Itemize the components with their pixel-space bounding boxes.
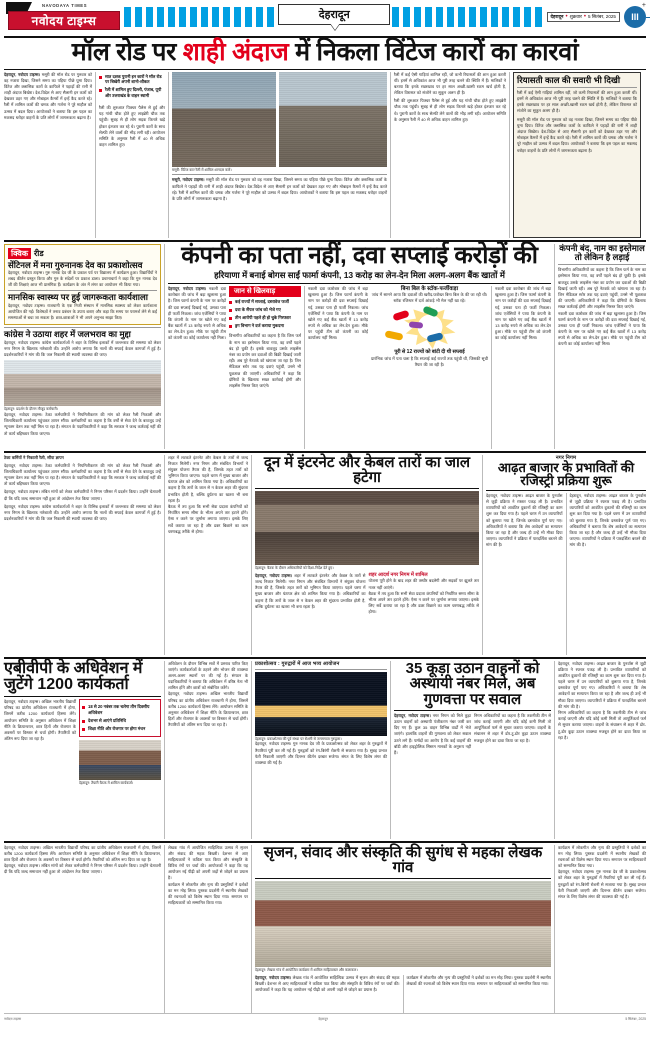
pharma-illustration-caption-1: जांच में सामने आया कि दवाओं की खरीद-फरोख्त बिना बिल के की जा रही थी। स्टॉक रजिस्टर में दर्ज आंकड़े भी मेल नहीं खा रहे। (371, 292, 488, 304)
lead-fourth-body: रैली में कई ऐसी गाड़ियां शामिल रहीं, जो कभी रियासतों की शान हुआ करती थीं। इनमें से अधिकांश आज भी पूरी तरह चलने की स्थिति में हैं। मालिकों ने बताया कि इनके रखरखाव पर हर साल अच्छी-खासी रकम खर्च होती है, लेकिन विरासत को संजोने का सुकून अलग ही है। (394, 71, 506, 96)
column-divider-16 (554, 661, 555, 839)
garbage-body-1 (394, 713, 471, 758)
lead-headline-post: में निकला विंटेज कारों का कारवां (288, 38, 579, 66)
edition-pointer-icon (330, 23, 340, 30)
abvp-bullet-item: देशभर से आएंगे प्रतिनिधि (82, 718, 158, 724)
lead-story-body (4, 72, 646, 238)
abvp-story (4, 661, 161, 839)
pharma-mid-column (308, 286, 368, 449)
column-divider-15 (390, 661, 391, 839)
lead-side-box-column (513, 72, 641, 238)
culture-column-a (168, 845, 248, 1013)
abvp-right-body: अधिवेशन के दौरान विभिन्न सत्रों में प्रस्ताव पारित किए जाएंगे। कार्यकर्ताओं के ठहरने और भोजन की व्यवस्था अलग-अलग स्थानों पर की गई है। संगठन के पदाधिकारियों ने बताया कि अधिवेशन में वरिष्ठ नेता भी शामिल होंगे और छात्रों को संबोधित करेंगे। (168, 660, 248, 691)
garbage-col-1 (394, 713, 471, 839)
garbage-right-rail (558, 661, 646, 839)
internet-story (255, 455, 479, 655)
gurudwara-kicker: प्रकाशोत्सव : गुरुद्वारों में आज भव्य आयोजन (255, 660, 340, 667)
abvp-bullets-col (79, 699, 161, 838)
middle-band-rule (4, 451, 646, 453)
lead-bullet-extra (99, 105, 165, 150)
masthead-bars-right (392, 7, 544, 27)
lead-side-box-rule (517, 87, 637, 88)
column-divider-2 (168, 72, 169, 238)
abvp-rule (4, 696, 161, 697)
culture-photo (255, 881, 551, 967)
column-divider-20 (554, 845, 555, 1013)
column-divider-8 (554, 244, 555, 449)
edition-label: देहरादून (318, 9, 350, 21)
lead-bullet-list (99, 74, 165, 102)
pharma-rail-title: कंपनी बंद, नाम का इस्तेमाल (559, 242, 645, 253)
aadat-body-1: देहरादून, नवोदय टाइम्स। आढ़त बाजार के पुनर्वास से जुड़ी प्रक्रिया ने रफ्तार पकड़ ली है। प्रभावित व्यापारियों को आवंटित दुकानों की रजिस्ट्री का काम शुरू कर दिया गया है। पहले चरण में उन व्यापारियों को बुलाया गया है, जिनके दस्तावेज पूर्ण पाए गए। अधिकारियों ने बताया कि शेष आवेदनों का सत्यापन किया जा रहा है और जल्द ही उन्हें भी मौका दिया जाएगा। व्यापारियों ने प्रक्रिया में पारदर्शिता बरतने की मांग की है। (486, 492, 563, 548)
quick-read-item-body: देहरादून, नवोदय टाइम्स। गुरु नानक देव जी के प्रकाश पर्व पर विद्यालय में कार्यक्रम हुआ। विद्यार्थियों ने शबद कीर्तन प्रस्तुत किया और गुरु के संदेशों पर प्रकाश डाला। प्रधानाचार्य ने कहा कि गुरु नानक देव जी की शिक्षाएं आज भी प्रासंगिक हैं। कार्यक्रम के अंत में लंगर का आयोजन भी किया गया। (8, 269, 157, 288)
internet-column-a-text: शहर में लटकते इंटरनेट और केबल के तारों से जल्द निजात मिलेगी। नगर निगम और संबंधित विभागों ने संयुक्त योजना तैयार की है, जिसके तहत तारों को भूमिगत किया जाएगा। पहले चरण में मुख्य बाजार और घंटाघर क्षेत्र को शामिल किया गया है। अधिकारियों का कहना है कि तारों के जाल से न केवल शहर की सुंदरता प्रभावित होती है, बल्कि दुर्घटना का खतरा भी बना रहता है। (168, 454, 248, 503)
aadat-story (486, 455, 646, 655)
pharma-illustration-column (371, 286, 488, 449)
culture-dateline: देहरादून, नवोदय टाइम्स। (255, 974, 292, 980)
lead-left-dateline: देहरादून, नवोदय टाइम्स। (4, 71, 41, 77)
abvp-body (4, 699, 76, 744)
pharma-rail-rule (558, 264, 646, 265)
column-divider-12 (566, 493, 567, 655)
internet-band (4, 455, 646, 655)
edition-flag (278, 4, 390, 30)
pharma-left-column (168, 286, 226, 449)
abvp-bullet-list (82, 704, 158, 732)
internet-left-rail-body-3: देहरादून, नवोदय टाइम्स। कांग्रेस कार्यकर्ताओं ने शहर के विभिन्न इलाकों में जलभराव की समस्या को लेकर नगर निगम के खिलाफ नारेबाजी की। उन्होंने आरोप लगाया कि नालों की सफाई केवल कागजों में हुई है। प्रदर्शनकारियों ने मांग की कि जल निकासी की स्थायी व्यवस्था की जाए। (4, 503, 161, 522)
gurudwara-photo-caption: देहरादून: प्रकाशोत्सव की पूर्व संध्या पर रोशनी से जगमगाता गुरुद्वारा। (255, 736, 342, 741)
pharma-left-body: नकली दवा कारोबार की जांच में बड़ा खुलासा हुआ है। जिस फार्मा कंपनी के नाम पर करोड़ों की दवा सप्लाई दिखाई गई, उसका पता ही फर्जी निकला। जांच एजेंसियों ने पाया कि कंपनी के नाम पर खोले गए कई बैंक खातों में 13 करोड़ रुपये से अधिक का लेन-देन हुआ। मौके पर पहुंची टीम को कंपनी का कोई कार्यालय नहीं मिला। (168, 285, 227, 341)
quick-read-sub-body: देहरादून, नवोदय टाइम्स। कांग्रेस कार्यकर्ताओं ने शहर के विभिन्न इलाकों में जलभराव की समस्या को लेकर नगर निगम के खिलाफ नारेबाजी की। उन्होंने आरोप लगाया कि नालों की सफाई केवल कागजों में हुई है। प्रदर्शनकारियों ने मांग की कि जल निकासी की स्थायी व्यवस्था की जाए। (4, 339, 161, 358)
lead-side-box-body-2: मसूरी की मॉल रोड पर गुरुवार को वह नजारा दिखा, जिसने समय का पहिया पीछे घुमा दिया। विंटेज और क्लासिक कारों के काफिले ने पहाड़ों की रानी में शाही अंदाज बिखेरा। देश-विदेश से आए सैलानी इन कारों को देखकर ठहर गए और मोबाइल कैमरों में इन्हें कैद करते रहे। रैली में शामिल कारों की चमक और गर्जना ने पूरे माहौल को उत्सव में बदल दिया। आयोजकों ने बताया कि इस पहल का मकसद धरोहर वाहनों के प्रति लोगों में जागरूकता बढ़ाना है। (517, 116, 637, 153)
aadat-rule (486, 490, 646, 491)
pharma-left-text (168, 286, 226, 344)
culture-left-rail-body-2: देहरादून, नवोदय टाइम्स। लंबित मांगों को लेकर कर्मचारियों ने निगम परिसर में प्रदर्शन किया। उन्होंने चेतावनी दी कि यदि जल्द समाधान नहीं हुआ तो आंदोलन तेज किया जाएगा। (4, 863, 161, 875)
culture-body-text: लेखक गांव में आयोजित साहित्यिक उत्सव में सृजन और संवाद की महक बिखरी। देशभर से आए साहित्यकारों ने कविता पाठ किया और संस्कृति के विविध रंगों पर चर्चा की। आयोजकों ने कहा कि यह आयोजन नई पीढ़ी को अपनी जड़ों से जोड़ने का प्रयास है। (255, 974, 400, 993)
column-divider-14 (251, 661, 252, 839)
lead-fourth-text (394, 72, 506, 126)
quick-read-sub-heading[interactable]: कांग्रेस ने उठाया शहर में जलभराव का मुद्दा (4, 329, 131, 340)
quick-read-item-body: देहरादून, नवोदय टाइम्स। राजधानी के एक निजी संस्थान में मानसिक स्वास्थ्य को लेकर कार्यशाला आयोजित की गई। विशेषज्ञों ने तनाव प्रबंधन के उपाय बताए और कहा कि समय पर परामर्श लेने से कई समस्याओं से बचा जा सकता है। छात्र-छात्राओं ने भी अपने अनुभव साझा किए। (8, 302, 157, 321)
culture-left-rail (4, 845, 161, 1013)
lead-left-text (4, 72, 92, 124)
internet-body-col-1 (255, 573, 366, 655)
internet-body-text: शहर में लटकते इंटरनेट और केबल के तारों से जल्द निजात मिलेगी। नगर निगम और संबंधित विभागों ने संयुक्त योजना तैयार की है, जिसके तहत तारों को भूमिगत किया जाएगा। पहले चरण में मुख्य बाजार और घंटाघर क्षेत्र को शामिल किया गया है। अधिकारियों का कहना है कि तारों के जाल से न केवल शहर की सुंदरता प्रभावित होती है, बल्कि दुर्घटना का खतरा भी बना रहता है। (255, 572, 366, 609)
column-divider-10 (251, 455, 252, 655)
garbage-rule (394, 710, 551, 711)
lead-fourth-column (394, 72, 506, 238)
culture-column-a-body-2: कार्यक्रम में लोकगीत और नृत्य की प्रस्तुतियों ने दर्शकों का मन मोह लिया। पुस्तक प्रदर्शनी में स्थानीय लेखकों की रचनाओं को विशेष स्थान दिया गया। समापन पर साहित्यकारों को सम्मानित किया गया। (168, 881, 248, 906)
internet-body-col-2 (369, 573, 480, 655)
quick-read-photo (4, 360, 161, 406)
pharma-rule (168, 283, 551, 284)
internet-body-1 (255, 573, 366, 612)
lead-side-box-text (517, 90, 637, 154)
logo-box (8, 11, 120, 30)
internet-left-rail-body-2: देहरादून, नवोदय टाइम्स। लंबित मांगों को लेकर कर्मचारियों ने निगम परिसर में प्रदर्शन किया। उन्होंने चेतावनी दी कि यदि जल्द समाधान नहीं हुआ तो आंदोलन तेज किया जाएगा। (4, 489, 161, 501)
pharma-right-rail (558, 244, 646, 449)
abvp-headline[interactable]: एबीवीपी के अधिवेशन में जुटेंगे 1200 कार्यकर्ता (4, 659, 143, 694)
gurudwara-story (255, 661, 387, 839)
masthead (4, 0, 646, 34)
column-divider-18 (251, 845, 252, 1013)
quick-read-outer-divider (4, 327, 161, 328)
abvp-bullet-item: शिक्षा नीति और रोजगार पर होगा मंथन (82, 726, 158, 732)
abvp-photo (79, 740, 161, 780)
pharma-rail-body-2: नकली दवा कारोबार की जांच में बड़ा खुलासा हुआ है। जिस फार्मा कंपनी के नाम पर करोड़ों की दवा सप्लाई दिखाई गई, उसका पता ही फर्जी निकला। जांच एजेंसियों ने पाया कि कंपनी के नाम पर खोले गए कई बैंक खातों में 13 करोड़ रुपये से अधिक का लेन-देन हुआ। मौके पर पहुंची टीम को कंपनी का कोई कार्यालय नहीं मिला। (558, 310, 646, 347)
pill-icon (384, 331, 403, 342)
footer-center: देहरादून (318, 1016, 328, 1021)
pharma-illustration-caption-2: प्रारंभिक जांच में पता चला है कि सप्लाई कई राज्यों तक पहुंची थी, जिसकी सूची तैयार की जा रही है। (371, 355, 488, 368)
lead-bullet-extra-text: रैली की शुरुआत पिक्चर पैलेस से हुई और यह गांधी चौक होते हुए लाइब्रेरी चौक तक पहुंची। सुबह से ही लोग सड़क किनारे खड़े होकर इंतजार कर रहे थे। पुरानी कारों के साथ सेल्फी लेने वालों की भीड़ लगी रही। आयोजन समिति के अनुसार रैली में 40 से अधिक वाहन शामिल हुए। (99, 105, 165, 148)
garbage-headline[interactable]: 35 कूड़ा उठान वाहनों को अस्थायी नंबर मिले, अब गुणवत्ता पर सवाल (405, 659, 540, 708)
dateline-separator-1: • (565, 14, 568, 20)
internet-left-rail-text (4, 455, 161, 525)
pharma-subhead: हरियाणा में बनाई बोगस साईं फार्मा कंपनी, 13 करोड़ का लेन-देन मिला अलग-अलग बैंक खातों में (214, 269, 505, 280)
culture-headline[interactable]: सृजन, संवाद और संस्कृति की सुगंध से महका लेखक गांव (263, 843, 543, 877)
culture-column-a-body: लेखक गांव में आयोजित साहित्यिक उत्सव में सृजन और संवाद की महक बिखरी। देशभर से आए साहित्यकारों ने कविता पाठ किया और संस्कृति के विविध रंगों पर चर्चा की। आयोजकों ने कहा कि यह आयोजन नई पीढ़ी को अपनी जड़ों से जोड़ने का प्रयास है। (168, 844, 248, 881)
lead-photo-text (172, 177, 387, 204)
internet-headline[interactable]: दून में इंटरनेट और केबल तारों का जाल हटेगा (263, 453, 471, 487)
internet-band-rule (4, 657, 646, 659)
culture-right-rail (558, 845, 646, 1013)
dateline-city: देहरादून (550, 14, 564, 19)
pharma-left-dateline: देहरादून, नवोदय टाइम्स। (168, 285, 207, 291)
dateline-date: 5 सितंबर, 2025 (587, 14, 616, 19)
abvp-photo-caption: देहरादून: तैयारी बैठक में शामिल कार्यकर्ता। (79, 780, 134, 785)
lead-side-box (513, 72, 641, 238)
culture-rule (255, 878, 551, 879)
lead-rule (4, 69, 646, 70)
column-divider-5 (164, 244, 165, 449)
pharma-story (168, 241, 551, 449)
column-divider-3 (390, 72, 391, 238)
abvp-body-col (4, 699, 76, 838)
masthead-bars-left (124, 7, 276, 27)
pharma-bullet-item: दवा के सैंपल जांच को भेजे गए (229, 307, 301, 313)
lead-fourth-body-2: रैली की शुरुआत पिक्चर पैलेस से हुई और यह गांधी चौक होते हुए लाइब्रेरी चौक तक पहुंची। सुबह से ही लोग सड़क किनारे खड़े होकर इंतजार कर रहे थे। पुरानी कारों के साथ सेल्फी लेने वालों की भीड़ लगी रही। आयोजन समिति के अनुसार रैली में 40 से अधिक वाहन शामिल हुए। (394, 98, 506, 122)
pharma-right-text: नकली दवा कारोबार की जांच में बड़ा खुलासा हुआ है। जिस फार्मा कंपनी के नाम पर करोड़ों की दवा सप्लाई दिखाई गई, उसका पता ही फर्जी निकला। जांच एजेंसियों ने पाया कि कंपनी के नाम पर खोले गए कई बैंक खातों में 13 करोड़ रुपये से अधिक का लेन-देन हुआ। मौके पर पहुंची टीम को कंपनी का कोई कार्यालय नहीं मिला। (495, 285, 551, 341)
dateline-separator-2: • (583, 14, 586, 20)
internet-left-rail-dateline: ठेका कर्मियों ने निकाली रैली, सौंपा ज्ञापन (4, 454, 64, 460)
edition-box (278, 4, 390, 25)
lead-photo-body: मसूरी की मॉल रोड पर गुरुवार को वह नजारा दिखा, जिसने समय का पहिया पीछे घुमा दिया। विंटेज और क्लासिक कारों के काफिले ने पहाड़ों की रानी में शाही अंदाज बिखेरा। देश-विदेश से आए सैलानी इन कारों को देखकर ठहर गए और मोबाइल कैमरों में इन्हें कैद करते रहे। रैली में शामिल कारों की चमक और गर्जना ने पूरे माहौल को उत्सव में बदल दिया। आयोजकों ने बताया कि इस पहल का मकसद धरोहर वाहनों के प्रति लोगों में जागरूकता बढ़ाना है। (172, 177, 387, 201)
internet-callout-body: योजना पूरी होने के बाद शहर की तस्वीर बदलेगी और सड़कों पर झूलते तार नजर नहीं आएंगे। (368, 578, 479, 590)
pharma-mid-text: नकली दवा कारोबार की जांच में बड़ा खुलासा हुआ है। जिस फार्मा कंपनी के नाम पर करोड़ों की दवा सप्लाई दिखाई गई, उसका पता ही फर्जी निकला। जांच एजेंसियों ने पाया कि कंपनी के नाम पर खोले गए कई बैंक खातों में 13 करोड़ रुपये से अधिक का लेन-देन हुआ। मौके पर पहुंची टीम को कंपनी का कोई कार्यालय नहीं मिला। (308, 285, 368, 341)
quick-read-sidebar (4, 244, 161, 449)
lead-headline-pre: मॉल रोड पर (71, 38, 183, 66)
lead-headline-highlight: शाही अंदाज (182, 38, 289, 66)
garbage-right-rail-body-2: निगम अधिकारियों का कहना है कि तकनीकी टीम से जांच कराई जाएगी और यदि कोई कमी मिली तो आपूर्तिकर्ता फर्म से सुधार कराया जाएगा। वाहनों के संचालन से शहर में डोर-टू-डोर कूड़ा उठान व्यवस्था मजबूत होने का दावा किया जा रहा है। (558, 710, 646, 740)
lead-bullet-item: रैली में शामिल हुए दिल्ली, पंजाब, यूपी और उत्तराखंड के वाहन स्वामी (99, 87, 165, 99)
pharma-bullets-extra: विभागीय अधिकारियों का कहना है कि जिस फर्म के नाम का इस्तेमाल किया गया, वह वर्षों पहले बंद हो चुकी है। इसके बावजूद उसके लाइसेंस नंबर का प्रयोग कर दवाओं की बिक्री दिखाई जाती रही। अब पूरे नेटवर्क को खंगाला जा रहा है। जिन मेडिकल स्टोर तक यह दवाएं पहुंचीं, उनसे भी पूछताछ की जाएगी। अधिकारियों ने कहा कि दोषियों के खिलाफ सख्त कार्रवाई होगी और लाइसेंस निरस्त किए जाएंगे। (229, 333, 301, 388)
lead-bullet-item: सात दशक पुरानी इन कारों ने मॉल रोड पर बिखेरी अपनी शानो-शौकत (99, 74, 165, 86)
quick-read-item-title[interactable]: मानसिक स्वास्थ्य पर हुई जागरूकता कार्यशाला (8, 292, 148, 303)
column-divider-6 (304, 286, 305, 449)
quick-read-box (4, 244, 161, 326)
quick-read-label-black: रीड (34, 248, 44, 258)
quick-read-header (8, 248, 157, 259)
lead-bullet-box (99, 72, 165, 238)
pharma-rail-body: विभागीय अधिकारियों का कहना है कि जिस फर्म के नाम का इस्तेमाल किया गया, वह वर्षों पहले बंद हो चुकी है। इसके बावजूद उसके लाइसेंस नंबर का प्रयोग कर दवाओं की बिक्री दिखाई जाती रही। अब पूरे नेटवर्क को खंगाला जा रहा है। जिन मेडिकल स्टोर तक यह दवाएं पहुंचीं, उनसे भी पूछताछ की जाएगी। अधिकारियों ने कहा कि दोषियों के खिलाफ सख्त कार्रवाई होगी और लाइसेंस निरस्त किए जाएंगे। (558, 267, 646, 310)
abvp-right-body-2: देहरादून, नवोदय टाइम्स। अखिल भारतीय विद्यार्थी परिषद का प्रांतीय अधिवेशन राजधानी में होगा, जिसमें करीब 1200 कार्यकर्ता हिस्सा लेंगे। आयोजन समिति के अनुसार अधिवेशन में शिक्षा नीति के क्रियान्वयन, छात्र हितों और रोजगार के अवसरों पर विस्तार से चर्चा होगी। तैयारियों को अंतिम रूप दिया जा रहा है। (168, 691, 248, 728)
lead-side-box-body: रैली में कई ऐसी गाड़ियां शामिल रहीं, जो कभी रियासतों की शान हुआ करती थीं। इनमें से अधिकांश आज भी पूरी तरह चलने की स्थिति में हैं। मालिकों ने बताया कि इनके रखरखाव पर हर साल अच्छी-खासी रकम खर्च होती है, लेकिन विरासत को संजोने का सुकून अलग ही है। (517, 89, 637, 114)
quick-read-divider-1 (8, 290, 157, 291)
column-divider-19 (403, 975, 404, 1013)
dateline-day: शुक्रवार (569, 14, 582, 19)
pharma-bullet-item: ड्रग विभाग ने दर्ज कराया मुकदमा (229, 323, 301, 329)
garbage-right-rail-body: देहरादून, नवोदय टाइम्स। आढ़त बाजार के पुनर्वास से जुड़ी प्रक्रिया ने रफ्तार पकड़ ली है। प्रभावित व्यापारियों को आवंटित दुकानों की रजिस्ट्री का काम शुरू कर दिया गया है। पहले चरण में उन व्यापारियों को बुलाया गया है, जिनके दस्तावेज पूर्ण पाए गए। अधिकारियों ने बताया कि शेष आवेदनों का सत्यापन किया जा रहा है और जल्द ही उन्हें भी मौका दिया जाएगा। व्यापारियों ने प्रक्रिया में पारदर्शिता बरतने की मांग की है। (558, 660, 646, 709)
abvp-bullet-box (79, 699, 161, 737)
internet-left-rail (4, 455, 161, 655)
culture-story (255, 845, 551, 1013)
pharma-bullet-item: कई राज्यों में सप्लाई, दस्तावेज फर्जी (229, 299, 301, 305)
lead-headline (4, 40, 646, 66)
lead-side-box-title: रियासती काल की सवारी भी दिखी (517, 74, 621, 85)
pharma-red-label: जान से खिलवाड़ (229, 286, 301, 297)
column-divider-13 (164, 661, 165, 839)
gurudwara-body: देहरादून, नवोदय टाइम्स। गुरु नानक देव जी के प्रकाशोत्सव को लेकर शहर के गुरुद्वारों में तैयारियां पूरी कर ली गई हैं। गुरुद्वारों को रंग-बिरंगी रोशनी से सजाया गया है। सुबह प्रभात फेरी निकाली जाएगी और दिनभर कीर्तन दरबार सजेगा। संगत के लिए विशेष लंगर की व्यवस्था की गई है। (255, 741, 387, 765)
culture-body-1 (255, 975, 400, 1013)
footer-right: 5 सितंबर, 2025 (625, 1016, 646, 1021)
newspaper-logo[interactable] (4, 4, 122, 30)
internet-photo (255, 491, 479, 565)
gurudwara-band (4, 661, 646, 839)
pharma-bullet-item: तीन आरोपी पहले ही हो चुके गिरफ्तार (229, 315, 301, 321)
column-divider-7 (491, 286, 492, 449)
rni-seal-icon (624, 6, 646, 28)
logo-tagline: NAVODAYA TIMES (42, 3, 88, 8)
lead-photo-rule (172, 174, 387, 175)
pharma-rail-subtitle: तो लेकिन है लड़ाई (574, 251, 630, 262)
lead-photo-caption: मसूरी: विंटेज कार रैली में शामिल शानदार कारें। (172, 167, 232, 172)
lead-photo-jeeps (172, 72, 276, 167)
lead-photo-vintage-car (279, 72, 387, 167)
middle-band (4, 241, 646, 449)
quick-read-photo-caption: देहरादून: प्रदर्शन के दौरान मौजूद कर्मचारी। (4, 407, 59, 412)
internet-column-a (168, 455, 248, 655)
garbage-story (394, 661, 551, 839)
culture-right-rail-body-2: देहरादून, नवोदय टाइम्स। गुरु नानक देव जी के प्रकाशोत्सव को लेकर शहर के गुरुद्वारों में तैयारियां पूरी कर ली गई हैं। गुरुद्वारों को रंग-बिरंगी रोशनी से सजाया गया है। सुबह प्रभात फेरी निकाली जाएगी और दिनभर कीर्तन दरबार सजेगा। संगत के लिए विशेष लंगर की व्यवस्था की गई है। (558, 869, 646, 899)
internet-body-2: बैठक में तय हुआ कि सभी सेवा प्रदाता कंपनियों को निर्धारित समय सीमा के भीतर अपने तार हटाने होंगे। ऐसा न करने पर जुर्माना लगाया जाएगा। इसके लिए सर्वे कराया जा रहा है और डक्ट बिछाने का काम चरणबद्ध तरीके से होगा। (368, 590, 479, 615)
lead-left-body: मसूरी की मॉल रोड पर गुरुवार को वह नजारा दिखा, जिसने समय का पहिया पीछे घुमा दिया। विंटेज और क्लासिक कारों के काफिले ने पहाड़ों की रानी में शाही अंदाज बिखेरा। देश-विदेश से आए सैलानी इन कारों को देखकर ठहर गए और मोबाइल कैमरों में इन्हें कैद करते रहे। रैली में शामिल कारों की चमक और गर्जना ने पूरे माहौल को उत्सव में बदल दिया। आयोजकों ने बताया कि इस पहल का मकसद धरोहर वाहनों के प्रति लोगों में जागरूकता बढ़ाना है। (4, 71, 92, 120)
pharma-bullet-list (229, 299, 301, 331)
garbage-body-text: नगर निगम को मिले कूड़ा उठान वाहनों को अस्थायी पंजीकरण नंबर जारी कर दिए गए हैं। कुल 35 वाहन विभिन्न वार्डों में भेजे जाएंगे। हालांकि वाहनों की गुणवत्ता को लेकर सवाल उठने लगे हैं। पार्षदों का आरोप है कि कई वाहनों की बॉडी और हाइड्रोलिक सिस्टम मानकों के अनुरूप नहीं हैं। (394, 712, 471, 755)
pharma-illustration (371, 304, 488, 350)
column-divider-4 (509, 72, 510, 238)
culture-body-2: कार्यक्रम में लोकगीत और नृत्य की प्रस्तुतियों ने दर्शकों का मन मोह लिया। पुस्तक प्रदर्शनी में स्थानीय लेखकों की रचनाओं को विशेष स्थान दिया गया। समापन पर साहित्यकारों को सम्मानित किया गया। (406, 974, 551, 987)
garbage-body-2: निगम अधिकारियों का कहना है कि तकनीकी टीम से जांच कराई जाएगी और यदि कोई कमी मिली तो आपूर्तिकर्ता फर्म से सुधार कराया जाएगा। वाहनों के संचालन से शहर में डोर-टू-डोर कूड़ा उठान व्यवस्था मजबूत होने का दावा किया जा रहा है। (474, 712, 551, 743)
lead-photo-column (172, 72, 387, 238)
quick-read-photo-body: देहरादून, नवोदय टाइम्स। ठेका कर्मचारियों ने नियमितीकरण की मांग को लेकर रैली निकाली और जिलाधिकारी कार्यालय पहुंचकर ज्ञापन सौंपा। कर्मचारियों का कहना है कि वर्षों से सेवा देने के बावजूद उन्हें न्यूनतम वेतन तक नहीं मिल पा रहा है। संगठन के पदाधिकारियों ने कहा कि सरकार ने जल्द कार्रवाई नहीं की तो कार्य बहिष्कार किया जाएगा। (4, 412, 161, 436)
footer-left: नवोदय टाइम्स (4, 1016, 21, 1021)
garbage-col-2 (474, 713, 551, 839)
internet-column-a-text-2: बैठक में तय हुआ कि सभी सेवा प्रदाता कंपनियों को निर्धारित समय सीमा के भीतर अपने तार हटाने होंगे। ऐसा न करने पर जुर्माना लगाया जाएगा। इसके लिए सर्वे कराया जा रहा है और डक्ट बिछाने का काम चरणबद्ध तरीके से होगा। (168, 504, 248, 534)
culture-right-rail-body: कार्यक्रम में लोकगीत और नृत्य की प्रस्तुतियों ने दर्शकों का मन मोह लिया। पुस्तक प्रदर्शनी में स्थानीय लेखकों की रचनाओं को विशेष स्थान दिया गया। समापन पर साहित्यकारों को सम्मानित किया गया। (558, 844, 646, 869)
gurudwara-band-rule (4, 841, 646, 843)
pharma-illustration-banner: पूरी से 12 राज्यों को बांटी दी थी सप्लाई (394, 349, 465, 356)
column-divider-1 (95, 72, 96, 238)
gurudwara-photo (255, 672, 387, 736)
internet-callout-title: शहर आदर्श नगर निगम में शामिल (368, 571, 428, 578)
gurudwara-rule (255, 669, 387, 670)
aadat-body-2: देहरादून, नवोदय टाइम्स। आढ़त बाजार के पुनर्वास से जुड़ी प्रक्रिया ने रफ्तार पकड़ ली है। प्रभावित व्यापारियों को आवंटित दुकानों की रजिस्ट्री का काम शुरू कर दिया गया है। पहले चरण में उन व्यापारियों को बुलाया गया है, जिनके दस्तावेज पूर्ण पाए गए। अधिकारियों ने बताया कि शेष आवेदनों का सत्यापन किया जा रहा है और जल्द ही उन्हें भी मौका दिया जाएगा। व्यापारियों ने प्रक्रिया में पारदर्शिता बरतने की मांग की है। (569, 492, 646, 548)
rni-mark: III (631, 12, 639, 22)
lead-photo-dateline: मसूरी, नवोदय टाइम्स। (172, 177, 205, 183)
pharma-headline[interactable]: कंपनी का पता नहीं, दवा सप्लाई करोड़ों की (181, 241, 538, 269)
column-divider-11 (482, 455, 483, 655)
internet-dateline: देहरादून, नवोदय टाइम्स। (255, 572, 293, 578)
page-footer (4, 1014, 646, 1021)
logo-text: नवोदय टाइम्स (31, 13, 97, 28)
aadat-kicker: नगर निगम (555, 454, 577, 461)
quick-read-label-red: क्विक (8, 248, 31, 259)
garbage-dateline: देहरादून, नवोदय टाइम्स। (394, 712, 431, 718)
aadat-headline[interactable]: आढ़त बाजार के प्रभावितों की रजिस्ट्री प्रक्रिया शुरू (497, 459, 635, 489)
internet-left-rail-body: देहरादून, नवोदय टाइम्स। ठेका कर्मचारियों ने नियमितीकरण की मांग को लेकर रैली निकाली और जिलाधिकारी कार्यालय पहुंचकर ज्ञापन सौंपा। कर्मचारियों का कहना है कि वर्षों से सेवा देने के बावजूद उन्हें न्यूनतम वेतन तक नहीं मिल पा रहा है। संगठन के पदाधिकारियों ने कहा कि सरकार ने जल्द कार्रवाई नहीं की तो कार्य बहिष्कार किया जाएगा। (4, 462, 161, 487)
culture-band (4, 845, 646, 1013)
abvp-bullet-item: 18 से 20 नवंबर तक चलेगा तीन दिवसीय अधिवेशन (82, 704, 158, 716)
abvp-right-column (168, 661, 248, 839)
quick-read-item-title[interactable]: सेंटिनल में मना गुरुनानक देव का प्रकाशोत्सव (8, 259, 143, 270)
pharma-illustration-title: बिना बिल के स्टॉक-फर्जीवाड़ा (400, 285, 459, 292)
internet-rule (255, 488, 479, 489)
culture-left-rail-body: देहरादून, नवोदय टाइम्स। अखिल भारतीय विद्यार्थी परिषद का प्रांतीय अधिवेशन राजधानी में होगा, जिसमें करीब 1200 कार्यकर्ता हिस्सा लेंगे। आयोजन समिति के अनुसार अधिवेशन में शिक्षा नीति के क्रियान्वयन, छात्र हितों और रोजगार के अवसरों पर विस्तार से चर्चा होगी। तैयारियों को अंतिम रूप दिया जा रहा है। (4, 844, 161, 862)
lead-left-column (4, 72, 92, 238)
column-divider-17 (164, 845, 165, 1013)
dateline-box (547, 12, 620, 22)
pharma-bullets-column (229, 286, 301, 449)
abvp-body-text: देहरादून, नवोदय टाइम्स। अखिल भारतीय विद्यार्थी परिषद का प्रांतीय अधिवेशन राजधानी में होगा, जिसमें करीब 1200 कार्यकर्ता हिस्सा लेंगे। आयोजन समिति के अनुसार अधिवेशन में शिक्षा नीति के क्रियान्वयन, छात्र हितों और रोजगार के अवसरों पर विस्तार से चर्चा होगी। तैयारियों को अंतिम रूप दिया जा रहा है। (4, 699, 76, 742)
pill-icon (409, 322, 424, 329)
culture-photo-caption: देहरादून: लेखक गांव में आयोजित कार्यक्रम में शामिल साहित्यकार और कलाकार। (255, 968, 358, 972)
column-divider-9 (164, 455, 165, 655)
plus-mark: + (641, 2, 646, 9)
pharma-right-column (495, 286, 551, 449)
internet-photo-caption: देहरादून: बैठक के दौरान अधिकारियों को दिशा-निर्देश देते हुए। (255, 566, 334, 570)
